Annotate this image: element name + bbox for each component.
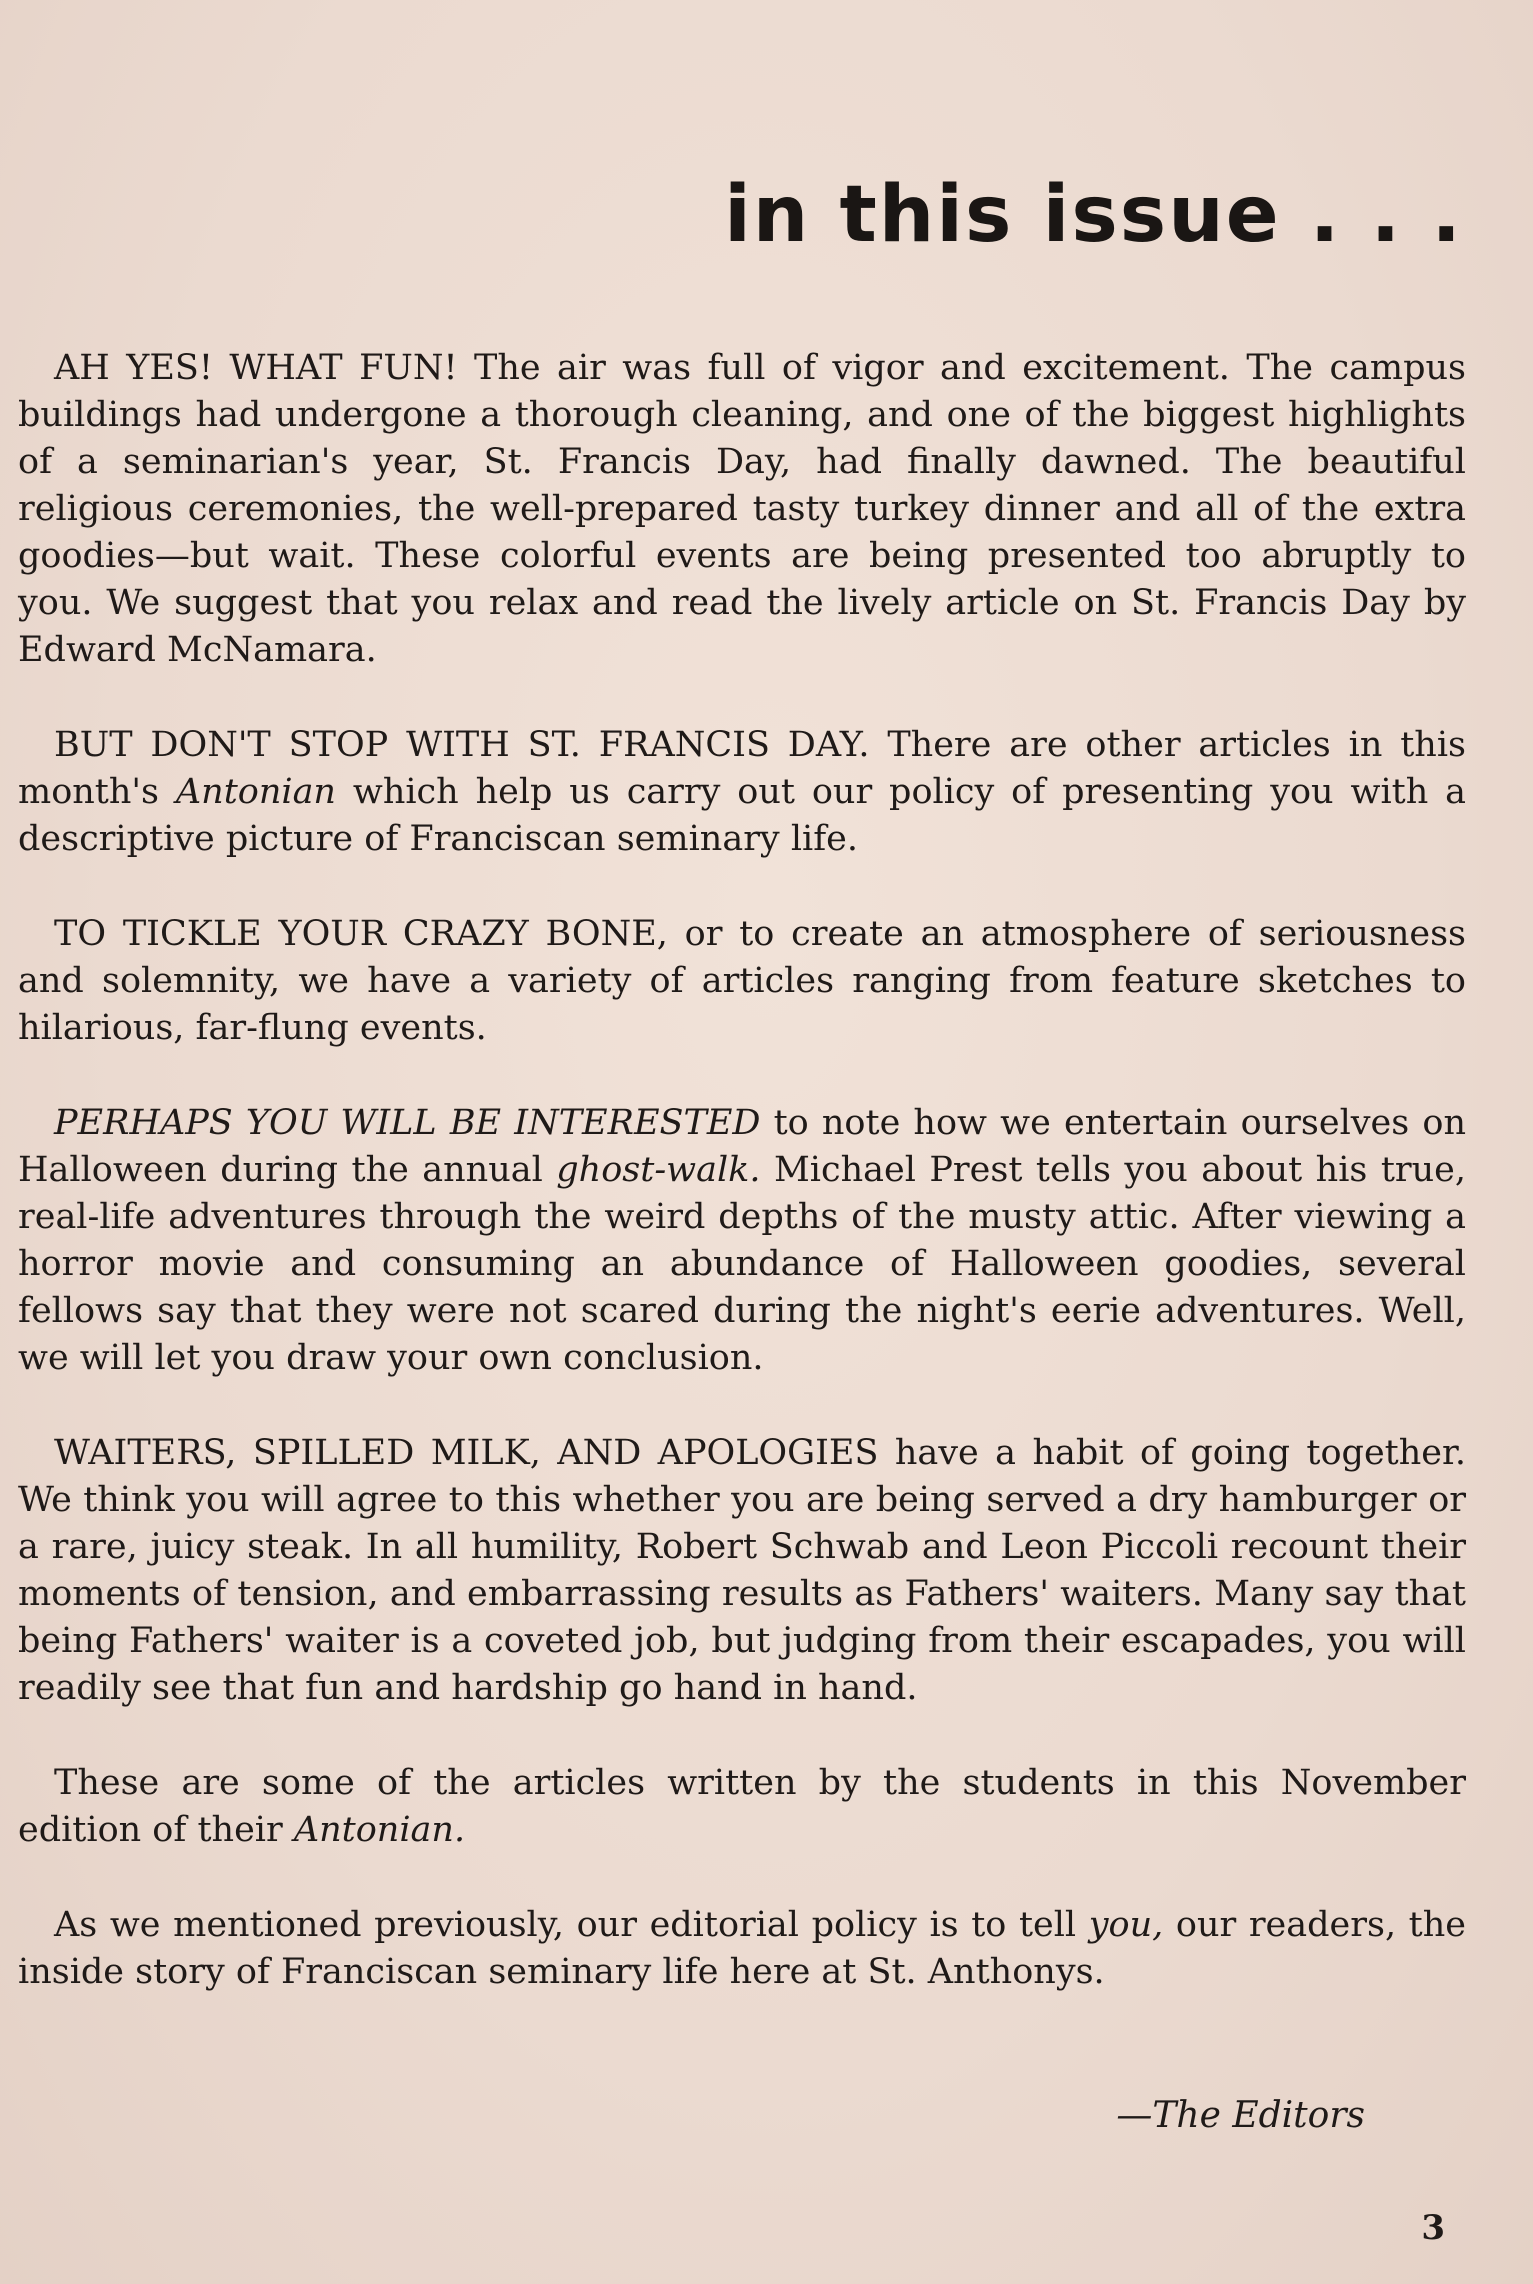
paragraph-text: The air was full of vigor and excitement. The campus buildings had undergone a thorough cleaning, and one of the biggest highlights of a seminarian's year, St. Francis Day, had finally dawned. The beautiful religious ceremonies, the well-prepared tasty turkey dinner and all of the extra goodies—but wait. These colorful events are being presented too abruptly to you. We suggest that you relax and read the lively article on St. Francis Day by Edward McNamara. — [18, 348, 1467, 670]
section-heading: in this issue . . . — [724, 170, 1463, 260]
italic-term: ghost-walk. — [556, 1150, 761, 1190]
paragraph-st-francis-day — [18, 345, 1466, 674]
paragraph-lead: BUT DON'T STOP WITH ST. FRANCIS DAY. — [54, 725, 870, 765]
italic-term: you, — [1088, 1905, 1164, 1945]
paragraph-november-edition — [18, 1760, 1466, 1854]
paragraph-text: to note how we entertain ourselves on Halloween during the annual — [18, 1103, 1466, 1190]
page-number: 3 — [1421, 2208, 1445, 2248]
magazine-title: Antonian. — [293, 1810, 466, 1850]
paragraph-text: Michael Prest tells you about his true, real-life adventures through the weird depths of the musty attic. After viewing a horror movie and consuming an abundance of Halloween goodies, several fellows say that they were not scared during the night's eerie adventures. Well, we will let you draw your own conclusion. — [18, 1150, 1466, 1378]
magazine-title: Antonian — [175, 772, 336, 812]
paragraph-text: There are other articles in this month's — [18, 725, 1466, 812]
paragraph-text: have a habit of going together. We think you will agree to this whether you are being served a dry hamburger or a rare, juicy steak. In all humility, Robert Schwab and Leon Piccoli recount their moments of tension, and embarrassing results as Fathers' waiters. Many say that being Fathers' waiter is a coveted job, but judging from their escapades, you will readily see that fun and hardship go hand in hand. — [18, 1433, 1466, 1708]
paragraph-text: These are some of the articles written by the students in this November edition of their — [18, 1763, 1466, 1850]
paragraph-waiters — [18, 1430, 1466, 1712]
paragraph-lead: TO TICKLE YOUR CRAZY BONE, — [54, 914, 668, 954]
paragraph-halloween — [18, 1100, 1466, 1382]
paragraph-lead: WAITERS, SPILLED MILK, AND APOLOGIES — [54, 1433, 879, 1473]
paragraph-lead: AH YES! WHAT FUN! — [54, 348, 458, 388]
article-body — [18, 345, 1466, 2044]
paragraph-text: our readers, the inside story of Franciscan seminary life here at St. Anthonys. — [18, 1905, 1467, 1992]
paragraph-editorial-policy — [18, 1902, 1466, 1996]
paragraph-text: or to create an atmosphere of seriousness and solemnity, we have a variety of articles ranging from feature sketches to hilarious, far-flung events. — [18, 914, 1466, 1048]
editors-signature: —The Editors — [1116, 2095, 1365, 2136]
paragraph-crazy-bone — [18, 911, 1466, 1052]
paragraph-text: As we mentioned previously, our editorial policy is to tell — [54, 1905, 1089, 1945]
paragraph-lead: PERHAPS YOU WILL BE INTERESTED — [54, 1103, 761, 1143]
paragraph-text: which help us carry out our policy of presenting you with a descriptive picture of Franciscan seminary life. — [18, 772, 1466, 859]
paragraph-other-articles — [18, 722, 1466, 863]
